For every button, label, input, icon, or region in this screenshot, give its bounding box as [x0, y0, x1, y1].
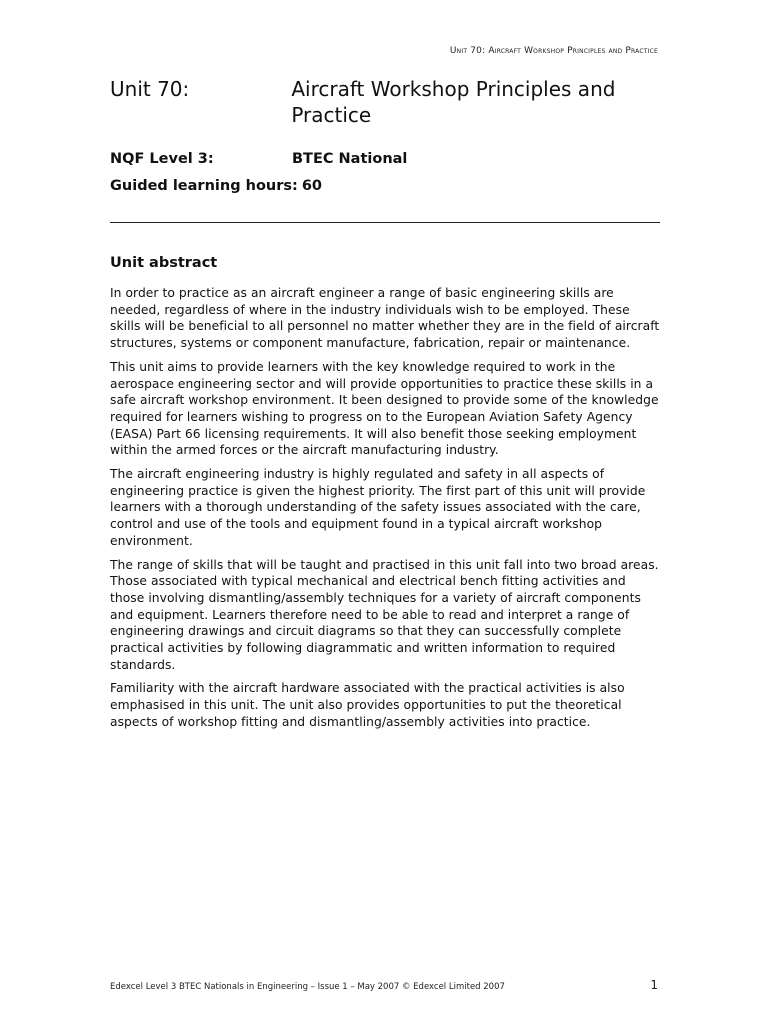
unit-title: Aircraft Workshop Principles and Practice: [291, 77, 616, 127]
abstract-paragraph: Familiarity with the aircraft hardware associated with the practical activities is also emphasised in this unit. The unit also provides opportunities to put the theoretical aspects of workshop fitting and dismantling/assembly activities into practice.: [110, 681, 625, 729]
guided-hours-label: Guided learning hours:: [110, 178, 298, 194]
unit-label: Unit 70:: [110, 77, 190, 101]
abstract-heading: Unit abstract: [110, 255, 218, 271]
guided-hours-value: 60: [301, 178, 322, 194]
footer-text: Edexcel Level 3 BTEC Nationals in Engineering – Issue 1 – May 2007 © Edexcel Limited 2007: [110, 982, 505, 992]
abstract-paragraph: The range of skills that will be taught and practised in this unit fall into two broad areas. Those associated with typical mechanical and electrical bench fitting activities and those involving dismantling/assembly techniques for a variety of aircraft components and equipment. Learners therefore need to be able to read and interpret a range of engineering drawings and circuit diagrams so that they can successfully complete practical activities by following diagrammatic and written information to required standards.: [110, 557, 659, 672]
abstract-paragraph: In order to practice as an aircraft engineer a range of basic engineering skills are needed, regardless of where in the industry individuals wish to be employed. These skills will be beneficial to all personnel no matter whether they are in the field of aircraft structures, systems or component manufacture, fabrication, repair or maintenance.: [110, 286, 660, 351]
title-divider: [110, 222, 660, 223]
nqf-level-label: NQF Level 3:: [110, 151, 214, 167]
running-header: Unit 70: Aircraft Workshop Principles and Practice: [449, 46, 658, 56]
guided-hours-row: [110, 175, 660, 197]
abstract-paragraph: This unit aims to provide learners with the key knowledge required to work in the aerospace engineering sector and will provide opportunities to practice these skills in a safe aircraft workshop environment. It been designed to provide some of the knowledge required for learners wishing to progress on to the European Aviation Safety Agency (EASA) Part 66 licensing requirements. It will also benefit those seeking employment within the armed forces or the aircraft manufacturing industry.: [110, 359, 659, 458]
abstract-paragraph: The aircraft engineering industry is highly regulated and safety in all aspects of engineering practice is given the highest priority. The first part of this unit will provide learners with a thorough understanding of the safety issues associated with the care, control and use of the tools and equipment found in a typical aircraft workshop environment.: [110, 467, 646, 548]
nqf-level-row: [110, 148, 660, 170]
unit-abstract-section: [110, 253, 662, 738]
title-block: [110, 76, 660, 197]
unit-title-row: [110, 76, 660, 128]
page-number: 1: [650, 978, 658, 992]
nqf-level-value: BTEC National: [292, 151, 408, 167]
